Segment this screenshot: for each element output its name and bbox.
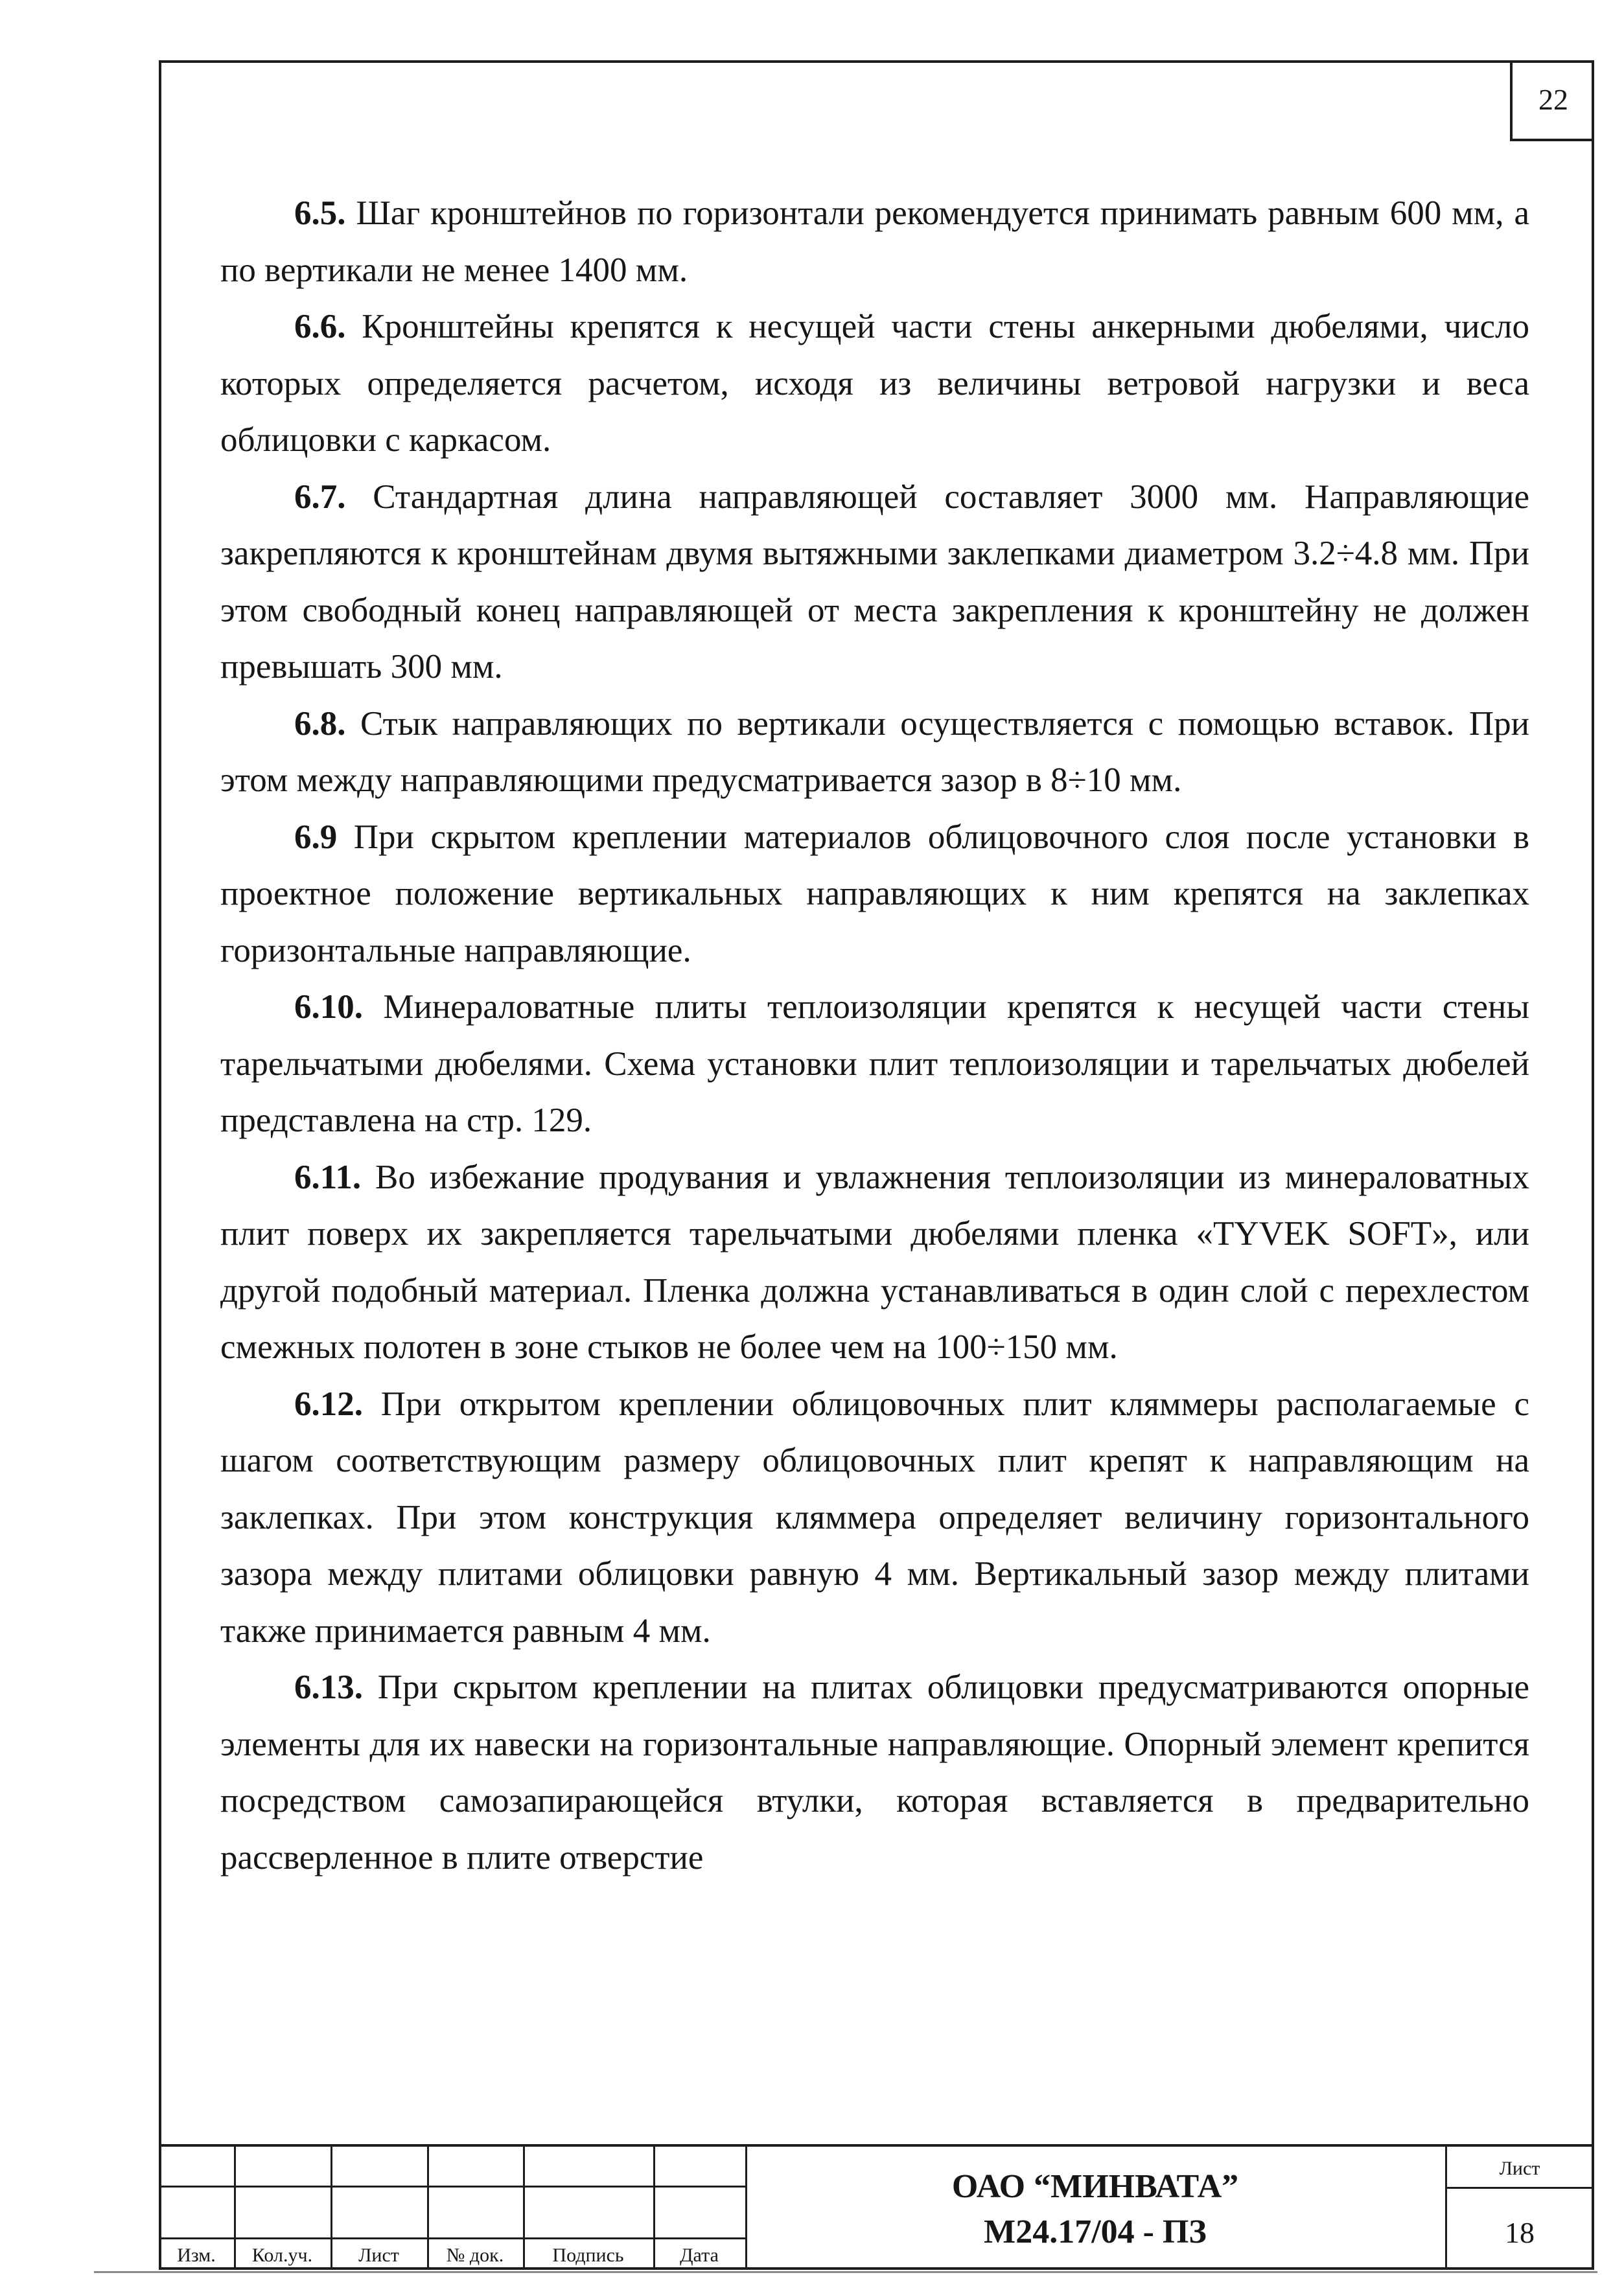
paragraph-text: Стык направляющих по вертикали осуществляется с помощью вставок. При этом между направляющими предусматривается зазор в 8÷10 мм. — [220, 704, 1529, 799]
paragraph-6-9 — [220, 809, 1529, 980]
paragraph-6-7 — [220, 469, 1529, 696]
col-label-date: Дата — [680, 2245, 719, 2266]
paragraph-number: 6.10. — [294, 988, 363, 1026]
document-code: М24.17/04 - ПЗ — [984, 2213, 1207, 2250]
paragraph-number: 6.8. — [294, 704, 346, 743]
paragraph-text: При открытом креплении облицовочных плит кляммеры располагаемые с шагом соответствующим размеру облицовочных плит крепят к направляющим на заклепках. При этом конструкция кляммера определяет величину горизонтального зазора между плитами облицовки равную 4 мм. Вертикальный зазор между плитами также принимается равным 4 мм. — [220, 1385, 1529, 1650]
paragraph-number: 6.12. — [294, 1385, 363, 1423]
col-label-quantity: Кол.уч. — [251, 2245, 313, 2266]
paragraph-6-12 — [220, 1376, 1529, 1660]
paragraph-6-6 — [220, 299, 1529, 469]
grid-line — [1445, 2187, 1594, 2189]
paragraph-text: Шаг кронштейнов по горизонтали рекомендуется принимать равным 600 мм, а по вертикали не менее 1400 мм. — [220, 194, 1529, 289]
paragraph-number: 6.6. — [294, 308, 346, 345]
paragraph-text: Стандартная длина направляющей составляет 3000 мм. Направляющие закрепляются к кронштейнам двумя вытяжными заклепками диаметром 3.2÷4.8 мм. При этом свободный конец направляющей от места закрепления к кронштейну не должен превышать 300 мм. — [220, 478, 1529, 686]
paragraph-number: 6.7. — [294, 478, 346, 516]
grid-line — [159, 2186, 745, 2188]
col-label-sheet: Лист — [358, 2245, 399, 2266]
col-label-signature: Подпись — [552, 2245, 624, 2266]
paragraph-text: При скрытом креплении на плитах облицовки предусматриваются опорные элементы для их навески на горизонтальные направляющие. Опорный элемент крепится посредством самозапирающейся втулки, которая вставляется в предварительно рассверленное в плите отверстие — [220, 1669, 1529, 1877]
paragraph-6-11 — [220, 1149, 1529, 1376]
title-block-main — [745, 2147, 1445, 2272]
company-name: ОАО “МИНВАТА” — [951, 2168, 1239, 2205]
top-page-number: 22 — [1510, 60, 1594, 141]
col-label-change: Изм. — [177, 2245, 216, 2266]
paragraph-text: Минераловатные плиты теплоизоляции крепятся к несущей части стены тарельчатыми дюбелями. Схема установки плит теплоизоляции и тарельчатых дюбелей представлена на стр. 129. — [220, 988, 1529, 1139]
paragraph-number: 6.13. — [294, 1669, 363, 1706]
sheet-number: 18 — [1505, 2215, 1535, 2249]
paragraph-6-10 — [220, 979, 1529, 1149]
document-body — [220, 185, 1529, 1886]
paragraph-text: Во избежание продувания и увлажнения теплоизоляции из минераловатных плит поверх их закрепляется тарельчатыми дюбелями пленка «TYVEK SOFT», или другой подобный материал. Пленка должна устанавливаться в один слой с перехлестом смежных полотен в зоне стыков не более чем на 100÷150 мм. — [220, 1158, 1529, 1366]
paragraph-number: 6.9 — [294, 818, 338, 856]
paragraph-6-13 — [220, 1659, 1529, 1886]
paragraph-6-5 — [220, 185, 1529, 299]
col-label-doc-number: № док. — [446, 2245, 504, 2266]
paragraph-6-8 — [220, 696, 1529, 809]
paragraph-text: Кронштейны крепятся к несущей части стены анкерными дюбелями, число которых определяется расчетом, исходя из величины ветровой нагрузки и веса облицовки с каркасом. — [220, 308, 1529, 459]
title-block — [159, 2144, 1594, 2270]
sheet-label: Лист — [1499, 2158, 1540, 2179]
scan-edge-line — [94, 2271, 1597, 2273]
paragraph-number: 6.11. — [294, 1158, 362, 1196]
paragraph-number: 6.5. — [294, 194, 346, 232]
paragraph-text: При скрытом креплении материалов облицовочного слоя после установки в проектное положение вертикальных направляющих к ним крепятся на заклепках горизонтальные направляющие. — [220, 818, 1529, 969]
